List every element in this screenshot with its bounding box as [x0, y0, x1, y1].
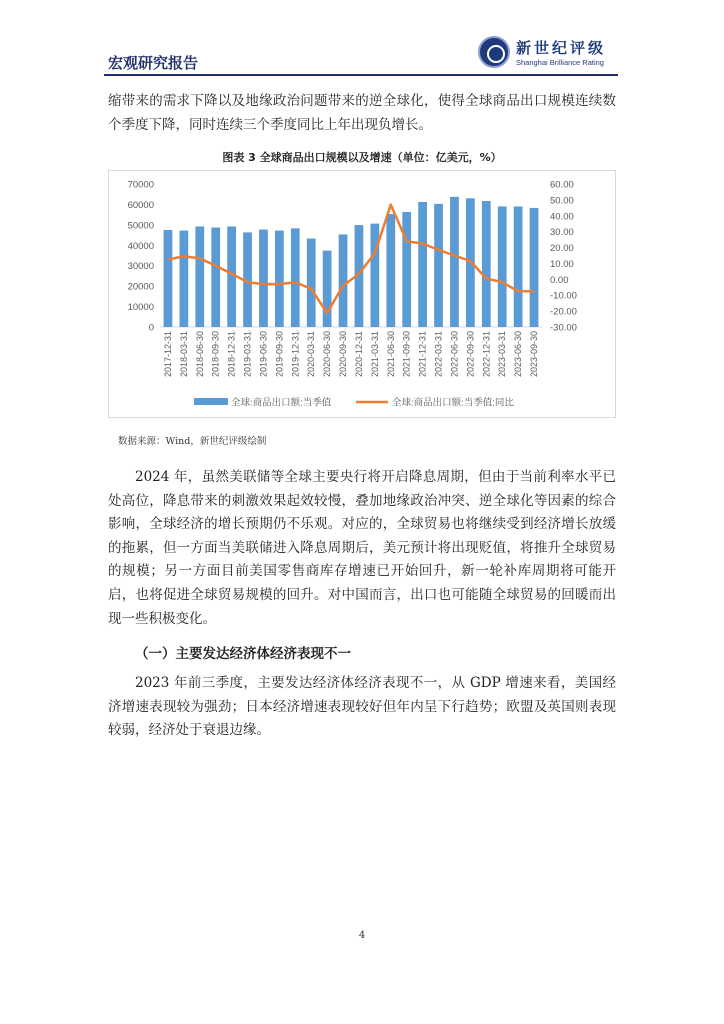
left-tick-label: 10000: [127, 302, 154, 314]
x-tick-label: 2020-03-31: [306, 331, 317, 378]
legend-bar-label: 全球:商品出口额:当季值: [231, 397, 332, 409]
header-divider: [104, 74, 618, 76]
line-point: [470, 260, 472, 262]
line-point: [406, 240, 408, 242]
x-tick-label: 2021-03-31: [369, 331, 380, 378]
bar: [164, 230, 173, 327]
line-point: [342, 285, 344, 287]
x-tick-label: 2021-06-30: [385, 331, 396, 378]
bar: [386, 214, 395, 327]
x-tick-label: 2017-12-31: [162, 331, 173, 378]
line-point: [215, 265, 217, 267]
x-tick-label: 2019-09-30: [274, 331, 285, 378]
body-paragraph-developed-economies: 2023 年前三季度，主要发达经济体经济表现不一，从 GDP 增速来看，美国经济增速表现较为强劲；日本经济增速表现较好但年内呈下行趋势；欧盟及英国则表现较弱，经济处于衰退边缘。: [108, 675, 616, 739]
x-tick-label: 2022-12-31: [481, 331, 492, 378]
bar: [482, 201, 491, 327]
line-point: [183, 255, 185, 257]
x-tick-label: 2021-12-31: [417, 331, 428, 378]
right-tick-label: 10.00: [550, 258, 574, 270]
line-point: [231, 273, 233, 275]
line-point: [263, 283, 265, 285]
intro-paragraph: 缩带来的需求下降以及地缘政治问题带来的逆全球化，使得全球商品出口规模连续数个季度下降，同时连续三个季度同比上年出现负增长。: [108, 93, 616, 133]
left-tick-label: 30000: [127, 261, 154, 273]
bar: [307, 239, 316, 327]
legend-bar-swatch: [194, 398, 228, 405]
line-point: [501, 281, 503, 283]
x-tick-label: 2023-06-30: [513, 331, 524, 378]
left-tick-label: 50000: [127, 220, 154, 232]
bar: [195, 226, 204, 327]
bar: [339, 234, 348, 327]
line-point: [199, 258, 201, 260]
line-point: [390, 204, 392, 206]
line-point: [438, 249, 440, 251]
x-tick-label: 2023-03-31: [497, 331, 508, 378]
x-tick-label: 2019-12-31: [290, 331, 301, 378]
bar: [434, 204, 443, 327]
line-point: [247, 281, 249, 283]
figure-source: 数据来源：Wind，新世纪评级绘制: [118, 436, 267, 447]
body-paragraph-2024-outlook: 2024 年，虽然美联储等全球主要央行将开启降息周期，但由于当前利率水平已处高位，降息带来的刺激效果起效较慢，叠加地缘政治冲突、逆全球化等因素的综合影响，全球经济的增长预期仍不乐观。对应的，全球贸易也将继续受到经济增长放缓的拖累，但一方面当美联储进入降息周期后，美元预计将出现贬值，将推升全球贸易的规模；另一方面目前美国零售商库存增速已开始回升，新一轮补库周期将可能开启，也将促进全球贸易规模的回升。对中国而言，出口也可能随全球贸易的回暖而出现一些积极变化。: [108, 469, 616, 627]
x-tick-label: 2018-06-30: [194, 331, 205, 378]
bar: [514, 206, 523, 327]
x-tick-label: 2018-09-30: [210, 331, 221, 378]
right-tick-label: 20.00: [550, 243, 574, 255]
left-tick-label: 0: [148, 322, 154, 334]
x-tick-label: 2022-09-30: [465, 331, 476, 378]
line-point: [374, 252, 376, 254]
x-tick-label: 2018-12-31: [226, 331, 237, 378]
bar: [370, 224, 379, 327]
x-tick-label: 2019-03-31: [242, 331, 253, 378]
x-tick-label: 2019-06-30: [258, 331, 269, 378]
line-point: [167, 259, 169, 261]
bar: [211, 228, 220, 327]
left-tick-label: 20000: [127, 281, 154, 293]
line-point: [279, 283, 281, 285]
bar: [402, 212, 411, 327]
report-category-title: 宏观研究报告: [108, 54, 199, 72]
bar: [530, 208, 539, 327]
line-point: [358, 273, 360, 275]
logo-english-name: Shanghai Brilliance Rating: [516, 58, 604, 67]
x-tick-label: 2020-09-30: [338, 331, 349, 378]
x-tick-label: 2023-09-30: [529, 331, 540, 378]
right-tick-label: 0.00: [550, 274, 569, 286]
x-tick-label: 2020-06-30: [322, 331, 333, 378]
line-point: [294, 281, 296, 283]
bar: [323, 251, 332, 327]
right-tick-label: -30.00: [550, 322, 577, 334]
x-tick-label: 2018-03-31: [178, 331, 189, 378]
left-tick-label: 40000: [127, 240, 154, 252]
company-logo: [478, 36, 618, 72]
line-point: [326, 312, 328, 314]
line-point: [517, 290, 519, 292]
left-tick-label: 70000: [127, 179, 154, 191]
section-heading: （一）主要发达经济体经济表现不一: [135, 646, 351, 662]
right-tick-label: 40.00: [550, 211, 574, 223]
bar: [418, 202, 427, 327]
right-tick-label: 60.00: [550, 179, 574, 191]
legend-line-label: 全球:商品出口额:当季值:同比: [392, 397, 514, 409]
left-tick-label: 60000: [127, 199, 154, 211]
bar: [450, 197, 459, 327]
right-tick-label: -20.00: [550, 306, 577, 318]
x-tick-label: 2020-12-31: [353, 331, 364, 378]
bar: [275, 231, 284, 327]
right-tick-label: 30.00: [550, 227, 574, 239]
line-point: [485, 278, 487, 280]
page-number: 4: [358, 930, 366, 941]
x-tick-label: 2021-09-30: [401, 331, 412, 378]
bar: [498, 206, 507, 327]
export-chart: [108, 170, 616, 418]
line-point: [533, 290, 535, 292]
bar: [259, 230, 268, 327]
x-tick-label: 2022-06-30: [449, 331, 460, 378]
line-point: [422, 243, 424, 245]
figure-title: 图表 3 全球商品出口规模以及增速（单位：亿美元，%）: [222, 151, 502, 164]
bar: [291, 228, 300, 327]
line-point: [310, 288, 312, 290]
logo-chinese-name: 新世纪评级: [516, 39, 607, 57]
logo-emblem-icon: [478, 36, 510, 68]
line-point: [454, 255, 456, 257]
right-tick-label: -10.00: [550, 290, 577, 302]
x-tick-label: 2022-03-31: [433, 331, 444, 378]
right-tick-label: 50.00: [550, 195, 574, 207]
bar: [179, 231, 188, 327]
